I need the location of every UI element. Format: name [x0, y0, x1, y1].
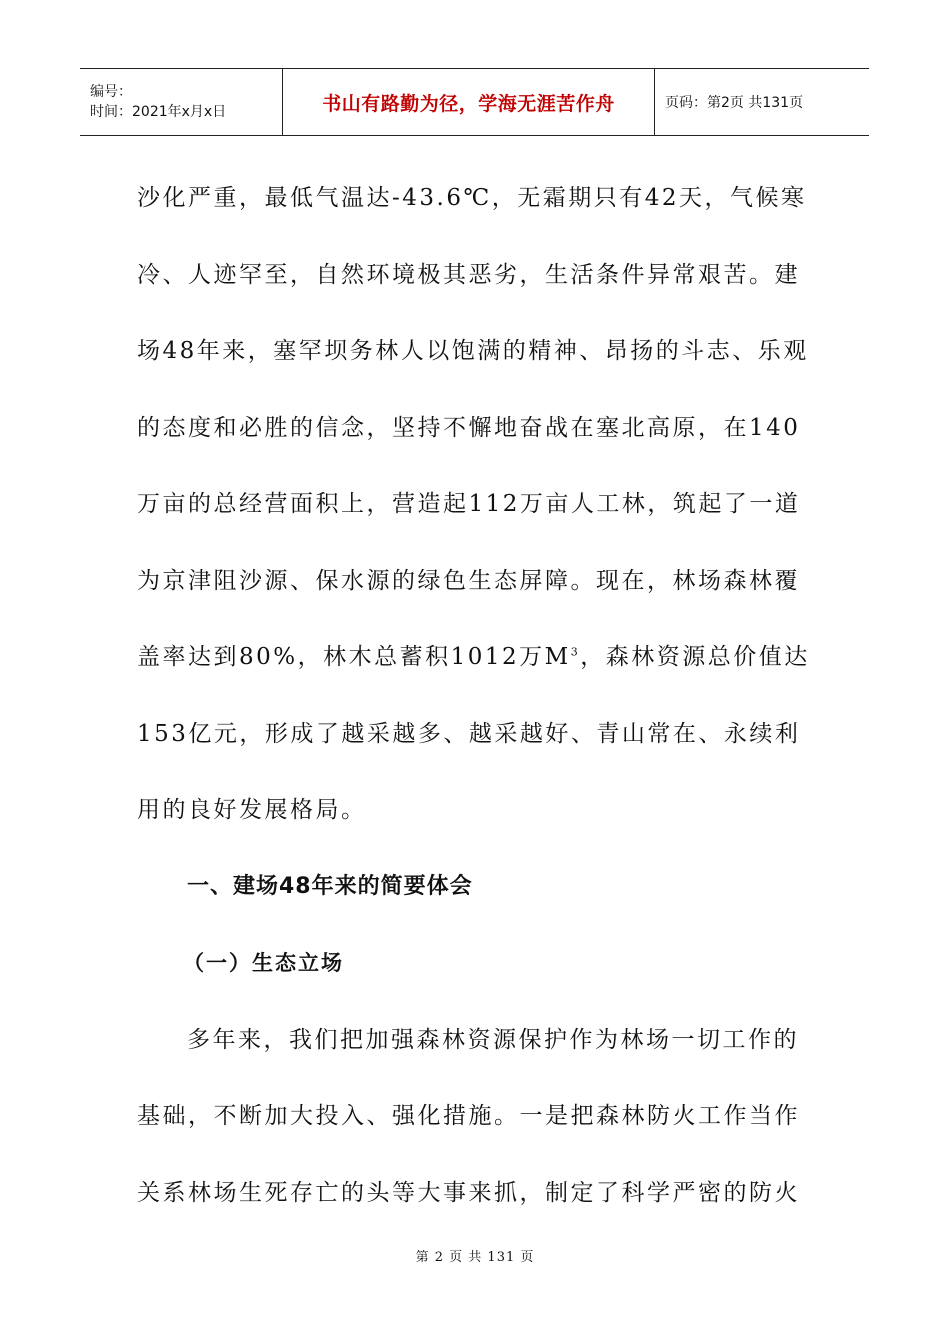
- document-time-label: 时间：2021年x月x日: [90, 104, 227, 120]
- body-line: 为京津阻沙源、保水源的绿色生态屏障。现在，林场森林覆: [137, 567, 800, 594]
- body-line: 的态度和必胜的信念，坚持不懈地奋战在塞北高原，在140: [137, 414, 801, 441]
- body-text-segment: 盖率达到80%，林木总蓄积1012万M: [137, 644, 571, 670]
- superscript-exponent: 3: [570, 645, 581, 659]
- page-footer: 第 2 页 共 131 页: [415, 1250, 535, 1265]
- body-line: 万亩的总经营面积上，营造起112万亩人工林，筑起了一道: [137, 491, 801, 517]
- header-page-number: 页码：第2页 共131页: [665, 95, 804, 111]
- body-line: 冷、人迹罕至，自然环境极其恶劣，生活条件异常艰苦。建: [137, 261, 800, 288]
- body-line: 基础，不断加大投入、强化措施。一是把森林防火工作当作: [137, 1103, 800, 1129]
- body-line: 沙化严重，最低气温达-43.6℃，无霜期只有42天，气候寒: [137, 185, 807, 211]
- body-line: 关系林场生死存亡的头等大事来抓，制定了科学严密的防火: [137, 1179, 800, 1206]
- body-line-indented: 多年来，我们把加强森林资源保护作为林场一切工作的: [187, 1026, 799, 1053]
- document-number-label: 编号：: [90, 84, 132, 100]
- header-page-cell: [655, 69, 869, 135]
- document-body: [137, 160, 817, 1231]
- body-text-segment: ，森林资源总价值达: [580, 644, 810, 670]
- body-line: 用的良好发展格局。: [137, 797, 367, 823]
- body-line-with-superscript: [137, 619, 817, 696]
- section-heading: 一、建场48年来的简要体会: [187, 873, 473, 899]
- body-line: 场48年来，塞罕坝务林人以饱满的精神、昂扬的斗志、乐观: [137, 338, 809, 364]
- subsection-heading: （一）生态立场: [183, 951, 344, 975]
- page-header: [80, 68, 869, 136]
- header-motto: 书山有路勤为径，学海无涯苦作舟: [322, 92, 615, 115]
- header-meta: [80, 69, 283, 135]
- header-motto-cell: [283, 69, 655, 135]
- body-line: 153亿元，形成了越采越多、越采越好、青山常在、永续利: [137, 720, 801, 747]
